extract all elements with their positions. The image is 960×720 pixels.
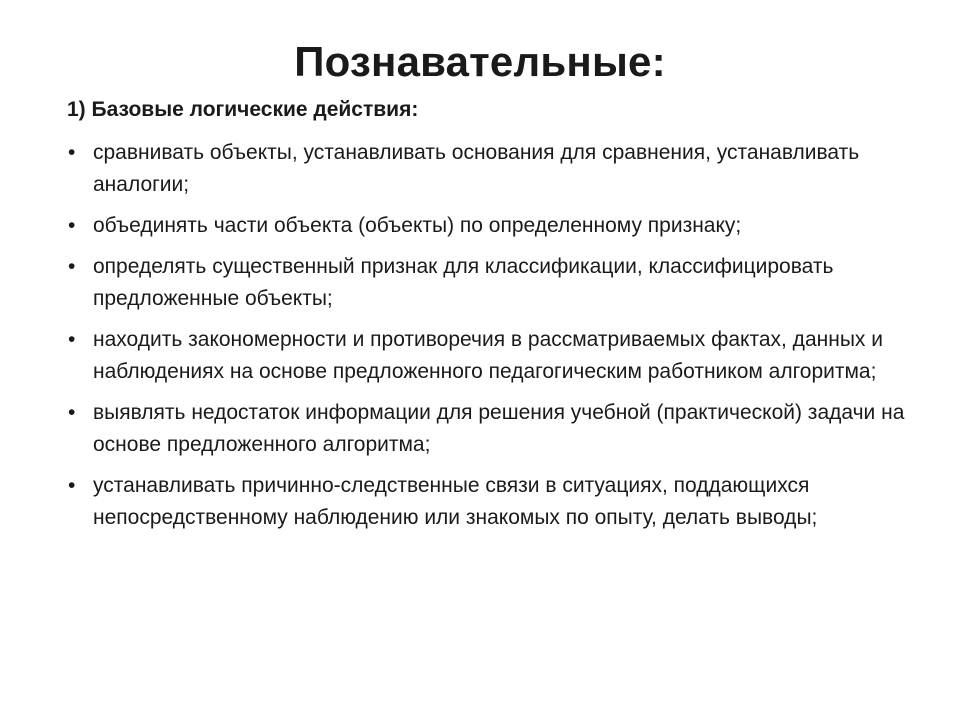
slide-title: Познавательные:: [294, 38, 666, 85]
bullet-item: [67, 470, 907, 534]
bullet-text: сравнивать объекты, устанавливать основания для сравнения, устанавливать аналогии;: [93, 141, 860, 196]
bullet-marker: •: [68, 401, 76, 424]
bullet-item: [67, 397, 907, 461]
bullet-marker: •: [68, 214, 76, 237]
bullet-item: [67, 137, 907, 201]
bullet-text: объединять части объекта (объекты) по определенному признаку;: [93, 214, 742, 237]
bullet-item: [67, 210, 907, 242]
bullet-marker: •: [68, 328, 76, 351]
bullet-text: выявлять недостаток информации для решения учебной (практической) задачи на основе предложенного алгоритма;: [93, 401, 905, 456]
bullet-list: [67, 137, 907, 543]
bullet-text: определять существенный признак для классификации, классифицировать предложенные объекты;: [93, 255, 834, 310]
bullet-item: [67, 324, 907, 388]
bullet-marker: •: [68, 141, 76, 164]
bullet-text: находить закономерности и противоречия в рассматриваемых фактах, данных и наблюдениях на основе предложенного педагогическим работником алгоритма;: [93, 328, 883, 383]
slide-subtitle: 1) Базовые логические действия:: [67, 98, 419, 121]
bullet-marker: •: [68, 474, 76, 497]
bullet-text: устанавливать причинно-следственные связи в ситуациях, поддающихся непосредственному наблюдению или знакомых по опыту, делать выводы;: [93, 474, 818, 529]
bullet-item: [67, 251, 907, 315]
bullet-marker: •: [68, 255, 76, 278]
